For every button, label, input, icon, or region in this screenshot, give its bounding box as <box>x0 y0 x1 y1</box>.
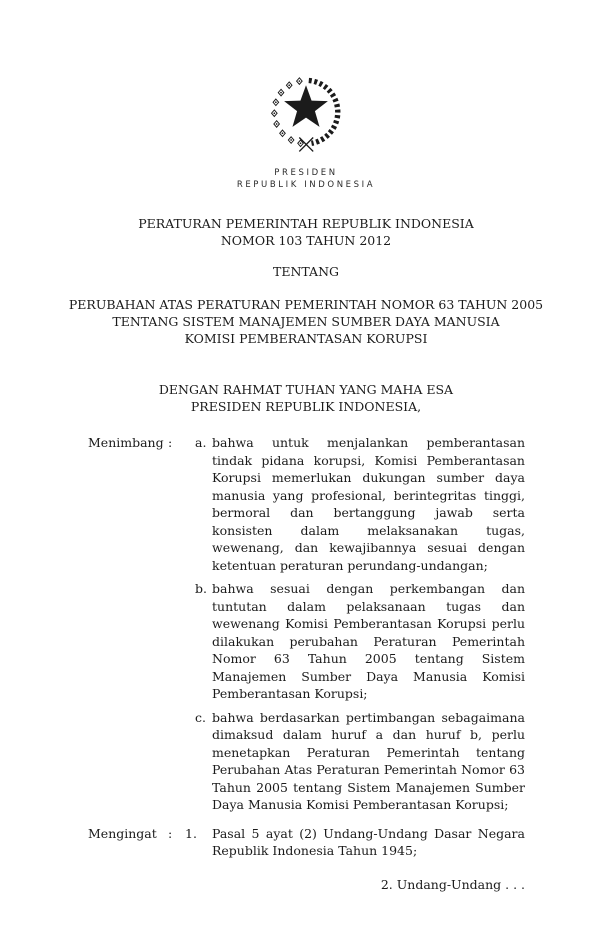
item-text-1: Pasal 5 ayat (2) Undang-Undang Dasar Negara Republik Indonesia Tahun 1945; <box>212 825 525 858</box>
letterhead-republik-indonesia: REPUBLIK INDONESIA <box>236 180 376 190</box>
item-text-b: bahwa sesuai dengan perkembangan dan tuntutan dalam pelaksanaan tugas dan wewenang Komisi Pemberantasan Korupsi perlu dilakukan perubahan Peraturan Pemerintah Nomor 63 Tahun 2005 tentang Sistem Manajemen Sumber Daya Manusia Komisi Pemberantasan Korupsi; <box>212 581 525 701</box>
item-marker-1: 1. <box>185 825 197 841</box>
presidential-emblem-icon <box>258 66 354 162</box>
item-text-a: bahwa untuk menjalankan pemberantasan tindak pidana korupsi, Komisi Pemberantasan Korupsi memerlukan dukungan sumber daya manusia yang profesional, berintegritas tinggi, bermoral dan bertanggung jawab serta konsisten dalam melaksanakan tugas, wewenang, dan kewajibannya sesuai dengan ketentuan peraturan perundang-undangan; <box>212 435 525 573</box>
subject-line2: TENTANG SISTEM MANAJEMEN SUMBER DAYA MANUSIA <box>112 314 500 329</box>
regulation-subject <box>0 296 612 347</box>
regulation-number: NOMOR 103 TAHUN 2012 <box>220 233 392 248</box>
document-body <box>88 434 525 893</box>
regulation-title <box>0 215 612 249</box>
authority-line: PRESIDEN REPUBLIK INDONESIA, <box>190 399 422 414</box>
item-marker-a: a. <box>195 435 207 450</box>
letterhead-presiden: PRESIDEN <box>274 168 338 178</box>
consideration-item-a <box>88 434 525 574</box>
consideration-item-b <box>88 580 525 703</box>
regulation-title-line1: PERATURAN PEMERINTAH REPUBLIK INDONESIA <box>138 216 474 231</box>
item-text-c: bahwa berdasarkan pertimbangan sebagaimana dimaksud dalam huruf a dan huruf b, perlu menetapkan Peraturan Pemerintah tentang Perubahan Atas Peraturan Pemerintah Nomor 63 Tahun 2005 tentang Sistem Manajemen Sumber Daya Manusia Komisi Pemberantasan Korupsi; <box>212 709 525 812</box>
invocation-line: DENGAN RAHMAT TUHAN YANG MAHA ESA <box>158 382 454 397</box>
subject-line3: KOMISI PEMBERANTASAN KORUPSI <box>184 331 428 346</box>
preamble <box>0 381 612 415</box>
item-marker-b: b. <box>195 581 207 596</box>
letterhead <box>0 167 612 191</box>
mengingat-label: Mengingat <box>88 825 157 841</box>
star-icon <box>284 85 328 127</box>
consideration-item-c <box>88 709 525 814</box>
page-catchword: 2. Undang-Undang . . . <box>380 876 525 892</box>
tentang-heading: TENTANG <box>272 264 339 279</box>
subject-line1: PERUBAHAN ATAS PERATURAN PEMERINTAH NOMOR 63 TAHUN 2005 <box>68 297 544 312</box>
legal-basis-item-1 <box>88 825 525 860</box>
item-marker-c: c. <box>195 709 206 725</box>
mengingat-colon: : <box>168 825 173 841</box>
menimbang-colon: : <box>168 435 173 450</box>
menimbang-label: Menimbang <box>88 435 164 450</box>
